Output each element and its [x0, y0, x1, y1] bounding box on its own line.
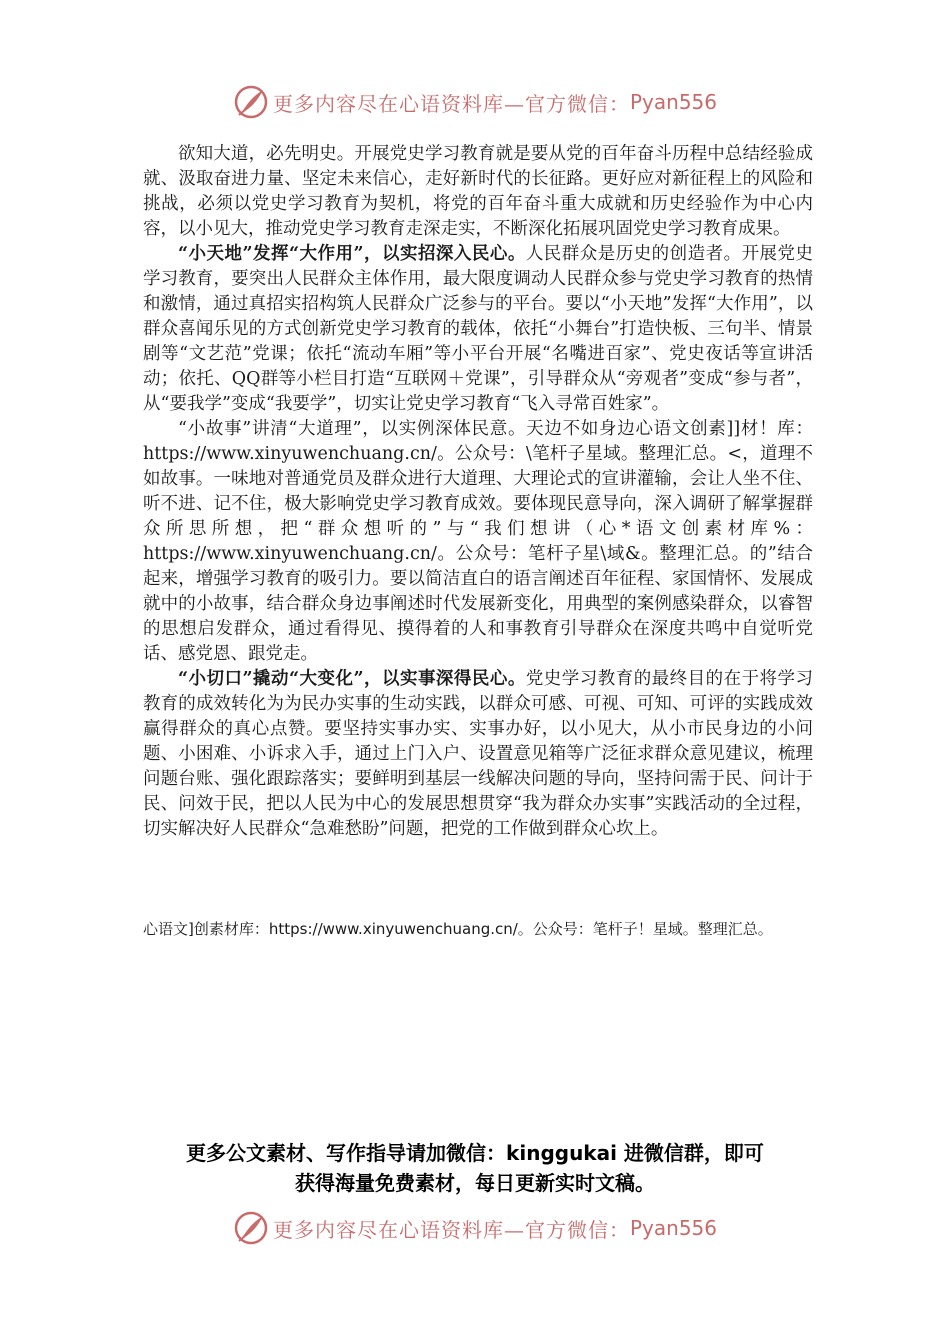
source-line: 心语文]创素材库：https://www.xinyuwenchuang.cn/。公众号：笔杆子！星域。整理汇总。 [143, 920, 773, 938]
footer-banner-text: 更多内容尽在心语资料库—官方微信： [272, 1217, 630, 1242]
promo-block [0, 1138, 950, 1198]
paragraph-text: 人民群众是历史的创造者。开展党史学习教育，要突出人民群众主体作用，最大限度调动人民群众参与党史学习教育的热情和激情，通过真招实招构筑人民群众广泛参与的平台。要以“小天地”发挥“大作用”，以群众喜闻乐见的方式创新党史学习教育的载体，依托“小舞台”打造快板、三句半、情景剧等“文艺范”党课；依托“流动车厢”等小平台开展“名嘴进百家”、党史夜话等宣讲活动；依托、QQ群等小栏目打造“互联网＋党课”，引导群众从“旁观者”变成“参与者”，从“要我学”变成“我要学”，切实让党史学习教育“飞入寻常百姓家”。 [143, 244, 814, 414]
paragraph-section-2 [143, 417, 813, 667]
paragraph-section-1 [143, 242, 813, 417]
quill-logo-icon [233, 1210, 269, 1246]
promo-line-1: 更多公文素材、写作指导请加微信：kinggukai 进微信群，即可 [186, 1141, 764, 1165]
section-heading: “小切口”撬动“大变化”，以实事深得民心。 [178, 669, 526, 689]
promo-line-2: 获得海量免费素材，每日更新实时文稿。 [295, 1171, 655, 1195]
section-heading: “小天地”发挥“大作用”，以实招深入民心。 [178, 244, 526, 264]
header-banner-text: 更多内容尽在心语资料库—官方微信： [272, 91, 630, 116]
footer-wechat-id: Pyan556 [629, 1216, 717, 1240]
paragraph-section-3 [143, 667, 813, 842]
quill-logo-icon [233, 84, 269, 120]
footer-banner [0, 1208, 950, 1248]
paragraph-intro [143, 142, 813, 242]
paragraph-text: 欲知大道，必先明史。开展党史学习教育就是要从党的百年奋斗历程中总结经验成就、汲取奋进力量、坚定未来信心，走好新时代的长征路。更好应对新征程上的风险和挑战，必须以党史学习教育为契机，将党的百年奋斗重大成就和历史经验作为中心内容，以小见大，推动党史学习教育走深走实，不断深化拓展巩固党史学习教育成果。 [143, 144, 813, 239]
article-body [143, 142, 813, 842]
paragraph-text: 党史学习教育的最终目的在于将学习教育的成效转化为为民办实事的生动实践，以群众可感、可视、可知、可评的实践成效赢得群众的真心点赞。要坚持实事办实、实事办好，以小见大，从小市民身边的小问题、小困难、小诉求入手，通过上门入户、设置意见箱等广泛征求群众意见建议，梳理问题台账、强化跟踪落实；要鲜明到基层一线解决问题的导向，坚持问需于民、问计于民、问效于民，把以人民为中心的发展思想贯穿“我为群众办实事”实践活动的全过程，切实解决好人民群众“急难愁盼”问题，把党的工作做到群众心坎上。 [143, 669, 814, 839]
paragraph-text: “小故事”讲清“大道理”，以实例深体民意。天边不如身边心语文创素]]材！库：https://www.xinyuwenchuang.cn/。公众号：\笔杆子星域。整理汇总。<，道理不如故事。一味地对普通党员及群众进行大道理、大理论式的宣讲灌输，会让人坐不住、听不进、记不住，极大影响党史学习教育成效。要体现民意导向，深入调研了解掌握群众所思所想，把“群众想听的”与“我们想讲（心*语文创素材库%：https://www.xinyuwenchuang.cn/。公众号：笔杆子星\域&。整理汇总。的”结合起来，增强学习教育的吸引力。要以简洁直白的语言阐述百年征程、家国情怀、发展成就中的小故事，结合群众身边事阐述时代发展新变化，用典型的案例感染群众，以睿智的思想启发群众，通过看得见、摸得着的人和事教育引导群众在深度共鸣中自觉听党话、感党恩、跟党走。 [143, 419, 813, 664]
header-wechat-id: Pyan556 [629, 90, 717, 114]
header-banner [0, 82, 950, 122]
